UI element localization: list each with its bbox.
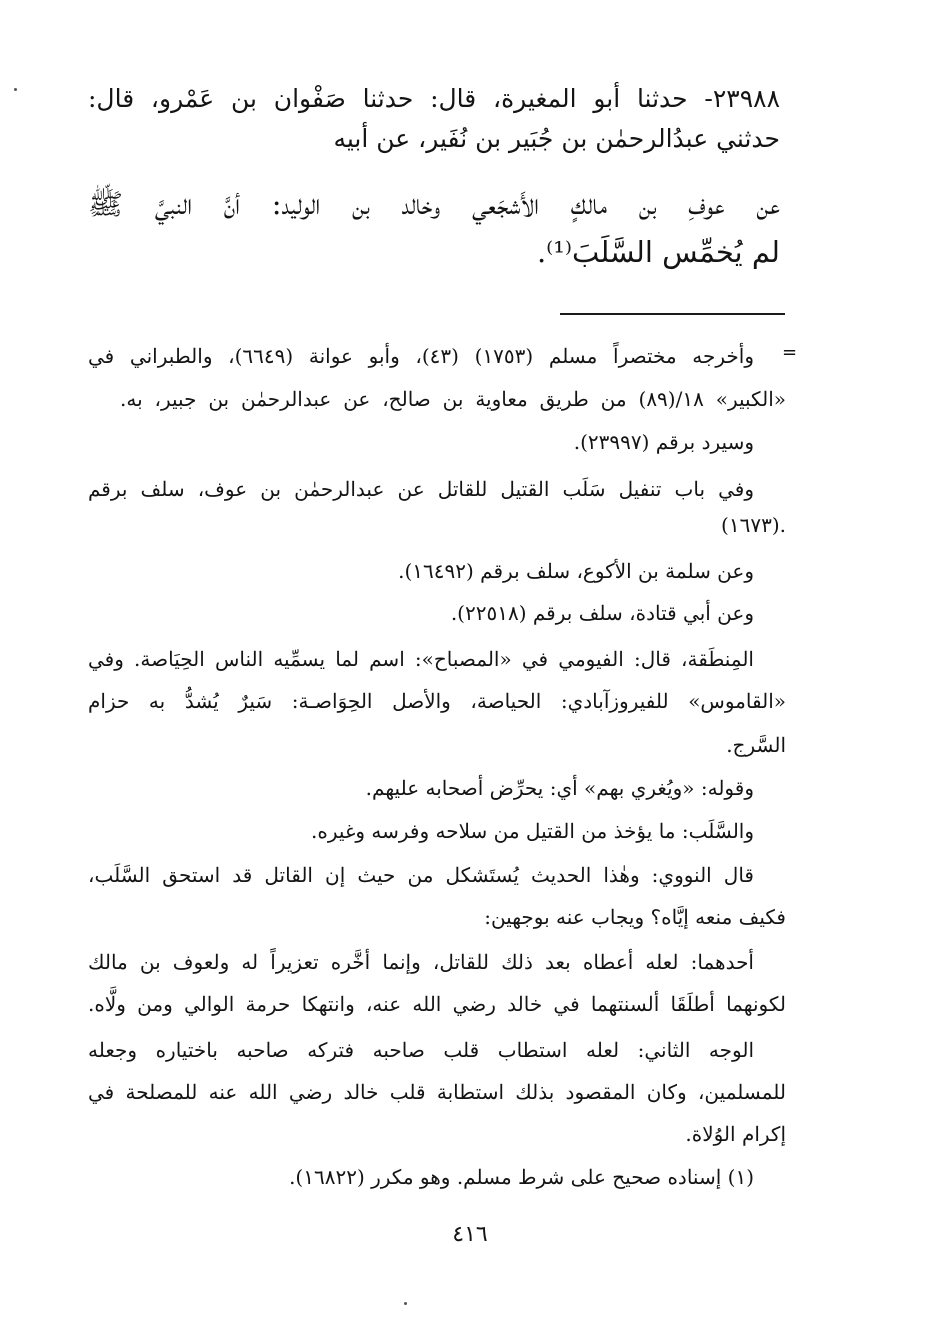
footnote-line: وفي باب تنفيل سَلَب القتيل للقاتل عن عبدالرحمٰن بن عوف، سلف برقم xyxy=(88,477,754,501)
page-number: ٤١٦ xyxy=(452,1222,488,1247)
footnote-line: للمسلمين، وكان المقصود بذلك استطابة قلب خالد رضي الله عنه للمصلحة في xyxy=(88,1080,786,1104)
footnote-line: وقوله: «ويُغري بهم» أي: يحرِّض أصحابه عليهم. xyxy=(365,776,754,800)
footnote-line: والسَّلَب: ما يؤخذ من القتيل من سلاحه وفرسه وغيره. xyxy=(311,819,754,843)
footnote-line: قال النووي: وهٰذا الحديث يُستَشكل من حيث إن القاتل قد استحق السَّلَب، xyxy=(88,863,754,887)
scan-speck xyxy=(404,1302,407,1305)
hadith-line-4: لم يُخمِّس السَّلَبَ⁽¹⁾. xyxy=(536,235,780,269)
footnote-line: «الكبير» ١٨/(٨٩) من طريق معاوية بن صالح، عن عبدالرحمٰن بن جبير، به. xyxy=(120,387,786,411)
footnote-line: المِنطَقة، قال: الفيومي في «المصباح»: اسم لما يسمِّيه الناس الحِيَاصة. وفي xyxy=(88,647,754,671)
footnote-line: وعن أبي قتادة، سلف برقم (٢٢٥١٨). xyxy=(450,601,754,625)
footnote-line: السَّرج. xyxy=(726,733,786,757)
scan-speck xyxy=(14,88,17,91)
footnote-line: إكرام الوُلاة. xyxy=(685,1122,786,1146)
footnote-line: أحدهما: لعله أعطاه بعد ذلك للقاتل، وإنما أخَّره تعزيراً له ولعوف بن مالك xyxy=(88,950,754,974)
footnote-line: لكونهما أطلَقَا ألسنتهما في خالد رضي الله عنه، وانتهكا حرمة الوالي ومن ولَّاه. xyxy=(88,992,786,1016)
footnote-line: (١) إسناده صحيح على شرط مسلم. وهو مكرر (١٦٨٢٢). xyxy=(289,1165,754,1189)
hadith-line-2: حدثني عبدُالرحمٰن بن جُبَير بن نُفَير، عن أبيه xyxy=(333,124,780,153)
footnote-line: فكيف منعه إيَّاه؟ ويجاب عنه بوجهين: xyxy=(484,905,786,929)
hadith-line-3: عن عوفِ بن مالكٍ الأَشجَعي وخالد بن الوليد: أنَّ النبيَّ ﷺ xyxy=(88,187,780,221)
footnote-line: وسيرد برقم (٢٣٩٩٧). xyxy=(573,430,754,454)
footnote-continuation-mark: = xyxy=(782,342,798,363)
footnote-line: وعن سلمة بن الأكوع، سلف برقم (١٦٤٩٢). xyxy=(398,559,754,583)
footnote-line: وأخرجه مختصراً مسلم (١٧٥٣) (٤٣)، وأبو عوانة (٦٦٤٩)، والطبراني في xyxy=(88,344,754,368)
footnote-line: (١٦٧٣). xyxy=(721,513,786,537)
footnote-line: «القاموس» للفيروزآبادي: الحياصة، والأصل الحِوَاصـة: سَيرٌ يُشدُّ به حزام xyxy=(88,689,786,713)
footnote-line: الوجه الثاني: لعله استطاب قلب صاحبه فتركه صاحبه باختياره وجعله xyxy=(88,1038,754,1062)
footnote-separator xyxy=(560,313,785,315)
hadith-line-1: ٢٣٩٨٨- حدثنا أبو المغيرة، قال: حدثنا صَفْوان بن عَمْرو، قال: xyxy=(88,84,780,113)
